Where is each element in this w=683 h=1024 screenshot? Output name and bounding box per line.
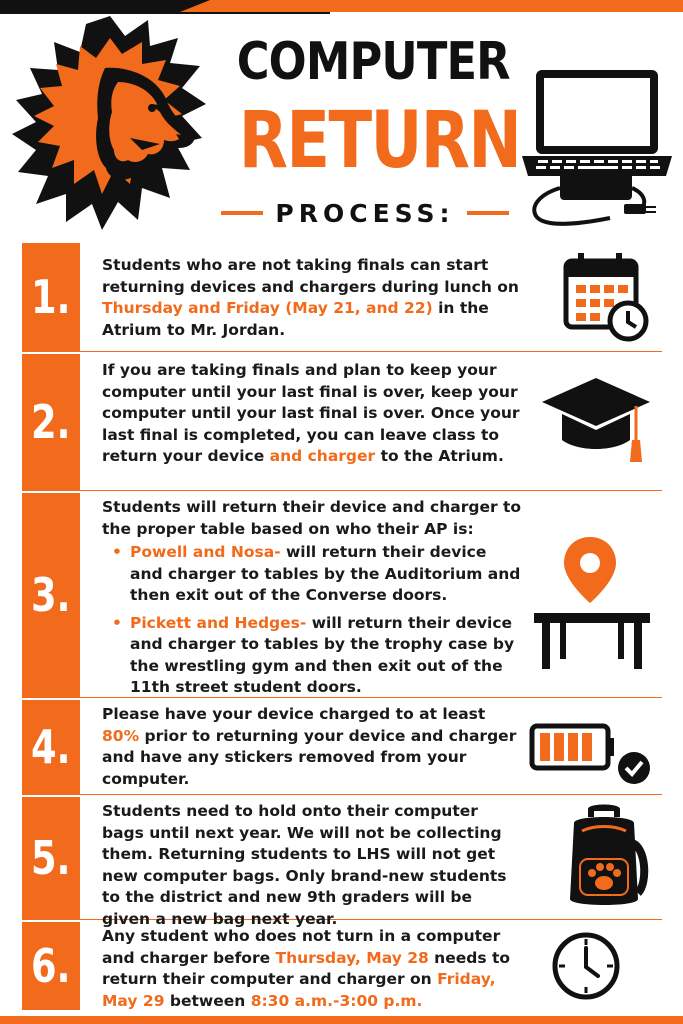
step-4 bbox=[22, 700, 662, 795]
title-process-label: PROCESS: bbox=[275, 198, 455, 228]
step-6 bbox=[22, 922, 662, 1010]
step-number: 3. bbox=[22, 493, 80, 697]
step-1 bbox=[22, 243, 662, 352]
step-2 bbox=[22, 354, 662, 491]
step-3 bbox=[22, 493, 662, 698]
step-number: 1. bbox=[22, 243, 80, 351]
bottom-decor-bar bbox=[0, 1016, 683, 1024]
title-dash-left bbox=[221, 211, 263, 215]
laptop-charger-icon bbox=[520, 64, 675, 234]
calendar-clock-icon bbox=[558, 249, 654, 345]
step-text bbox=[102, 497, 522, 705]
step-text: Any student who does not turn in a computer and charger before Thursday, May 28 needs to return their computer and charger on Friday, May 29 between 8:30 a.m.-3:00 p.m. bbox=[102, 927, 511, 1010]
step-highlight: 8:30 a.m.-3:00 p.m. bbox=[250, 991, 423, 1010]
step-highlight: Thursday, May 28 bbox=[275, 948, 429, 967]
bullet-item: • Pickett and Hedges- will return their device and charger to tables by the trophy case by the wrestling gym and then exit out of the 11th street student doors. bbox=[130, 613, 522, 699]
top-decor-bar-orange bbox=[180, 0, 683, 12]
title-process bbox=[215, 198, 515, 228]
title-computer: COMPUTER bbox=[236, 32, 510, 92]
bullet-list bbox=[102, 542, 522, 699]
step-intro: Students will return their device and charger to the proper table based on who their AP is: bbox=[102, 498, 522, 538]
graduation-cap-icon bbox=[538, 372, 654, 468]
step-text: Students who are not taking finals can start returning devices and chargers during lunch on Thursday and Friday (May 21, and 22) in the Atrium to Mr. Jordan. bbox=[102, 256, 519, 339]
battery-check-icon bbox=[528, 718, 654, 788]
bullet-highlight: Pickett and Hedges- bbox=[130, 613, 307, 632]
step-highlight: 80% bbox=[102, 726, 140, 745]
step-highlight: Thursday and Friday (May 21, and 22) bbox=[102, 299, 433, 317]
step-5 bbox=[22, 797, 662, 928]
clock-icon bbox=[550, 930, 622, 1002]
step-text: If you are taking finals and plan to keep your computer until your last final is over, keep your computer until your last final is over. Once your last final is completed, you can leave class to return your device and charger to the Atrium. bbox=[102, 361, 520, 465]
step-number: 2. bbox=[22, 354, 80, 490]
step-highlight: Friday, May 29 bbox=[102, 970, 496, 1010]
location-table-icon bbox=[530, 533, 654, 673]
backpack-icon bbox=[554, 803, 654, 913]
title-return: RETURN bbox=[238, 96, 521, 186]
title-dash-right bbox=[467, 211, 509, 215]
step-number: 4. bbox=[22, 700, 80, 794]
step-highlight: and charger bbox=[269, 447, 376, 465]
step-text: Please have your device charged to at least 80% prior to returning your device and charger and have any stickers removed from your computer. bbox=[102, 705, 517, 788]
step-text: Students need to hold onto their computer bags until next year. We will not be collecting them. Returning students to LHS will not get new computer bags. Only brand-new students to the district and new 9th graders will be given a new bag next year. bbox=[102, 802, 507, 928]
bullet-item: • Powell and Nosa- will return their device and charger to tables by the Auditorium and then exit out of the Converse doors. bbox=[130, 542, 522, 607]
lion-mascot-logo bbox=[10, 8, 210, 238]
bullet-highlight: Powell and Nosa- bbox=[130, 543, 281, 561]
step-number: 6. bbox=[22, 922, 80, 1010]
step-number: 5. bbox=[22, 797, 80, 919]
